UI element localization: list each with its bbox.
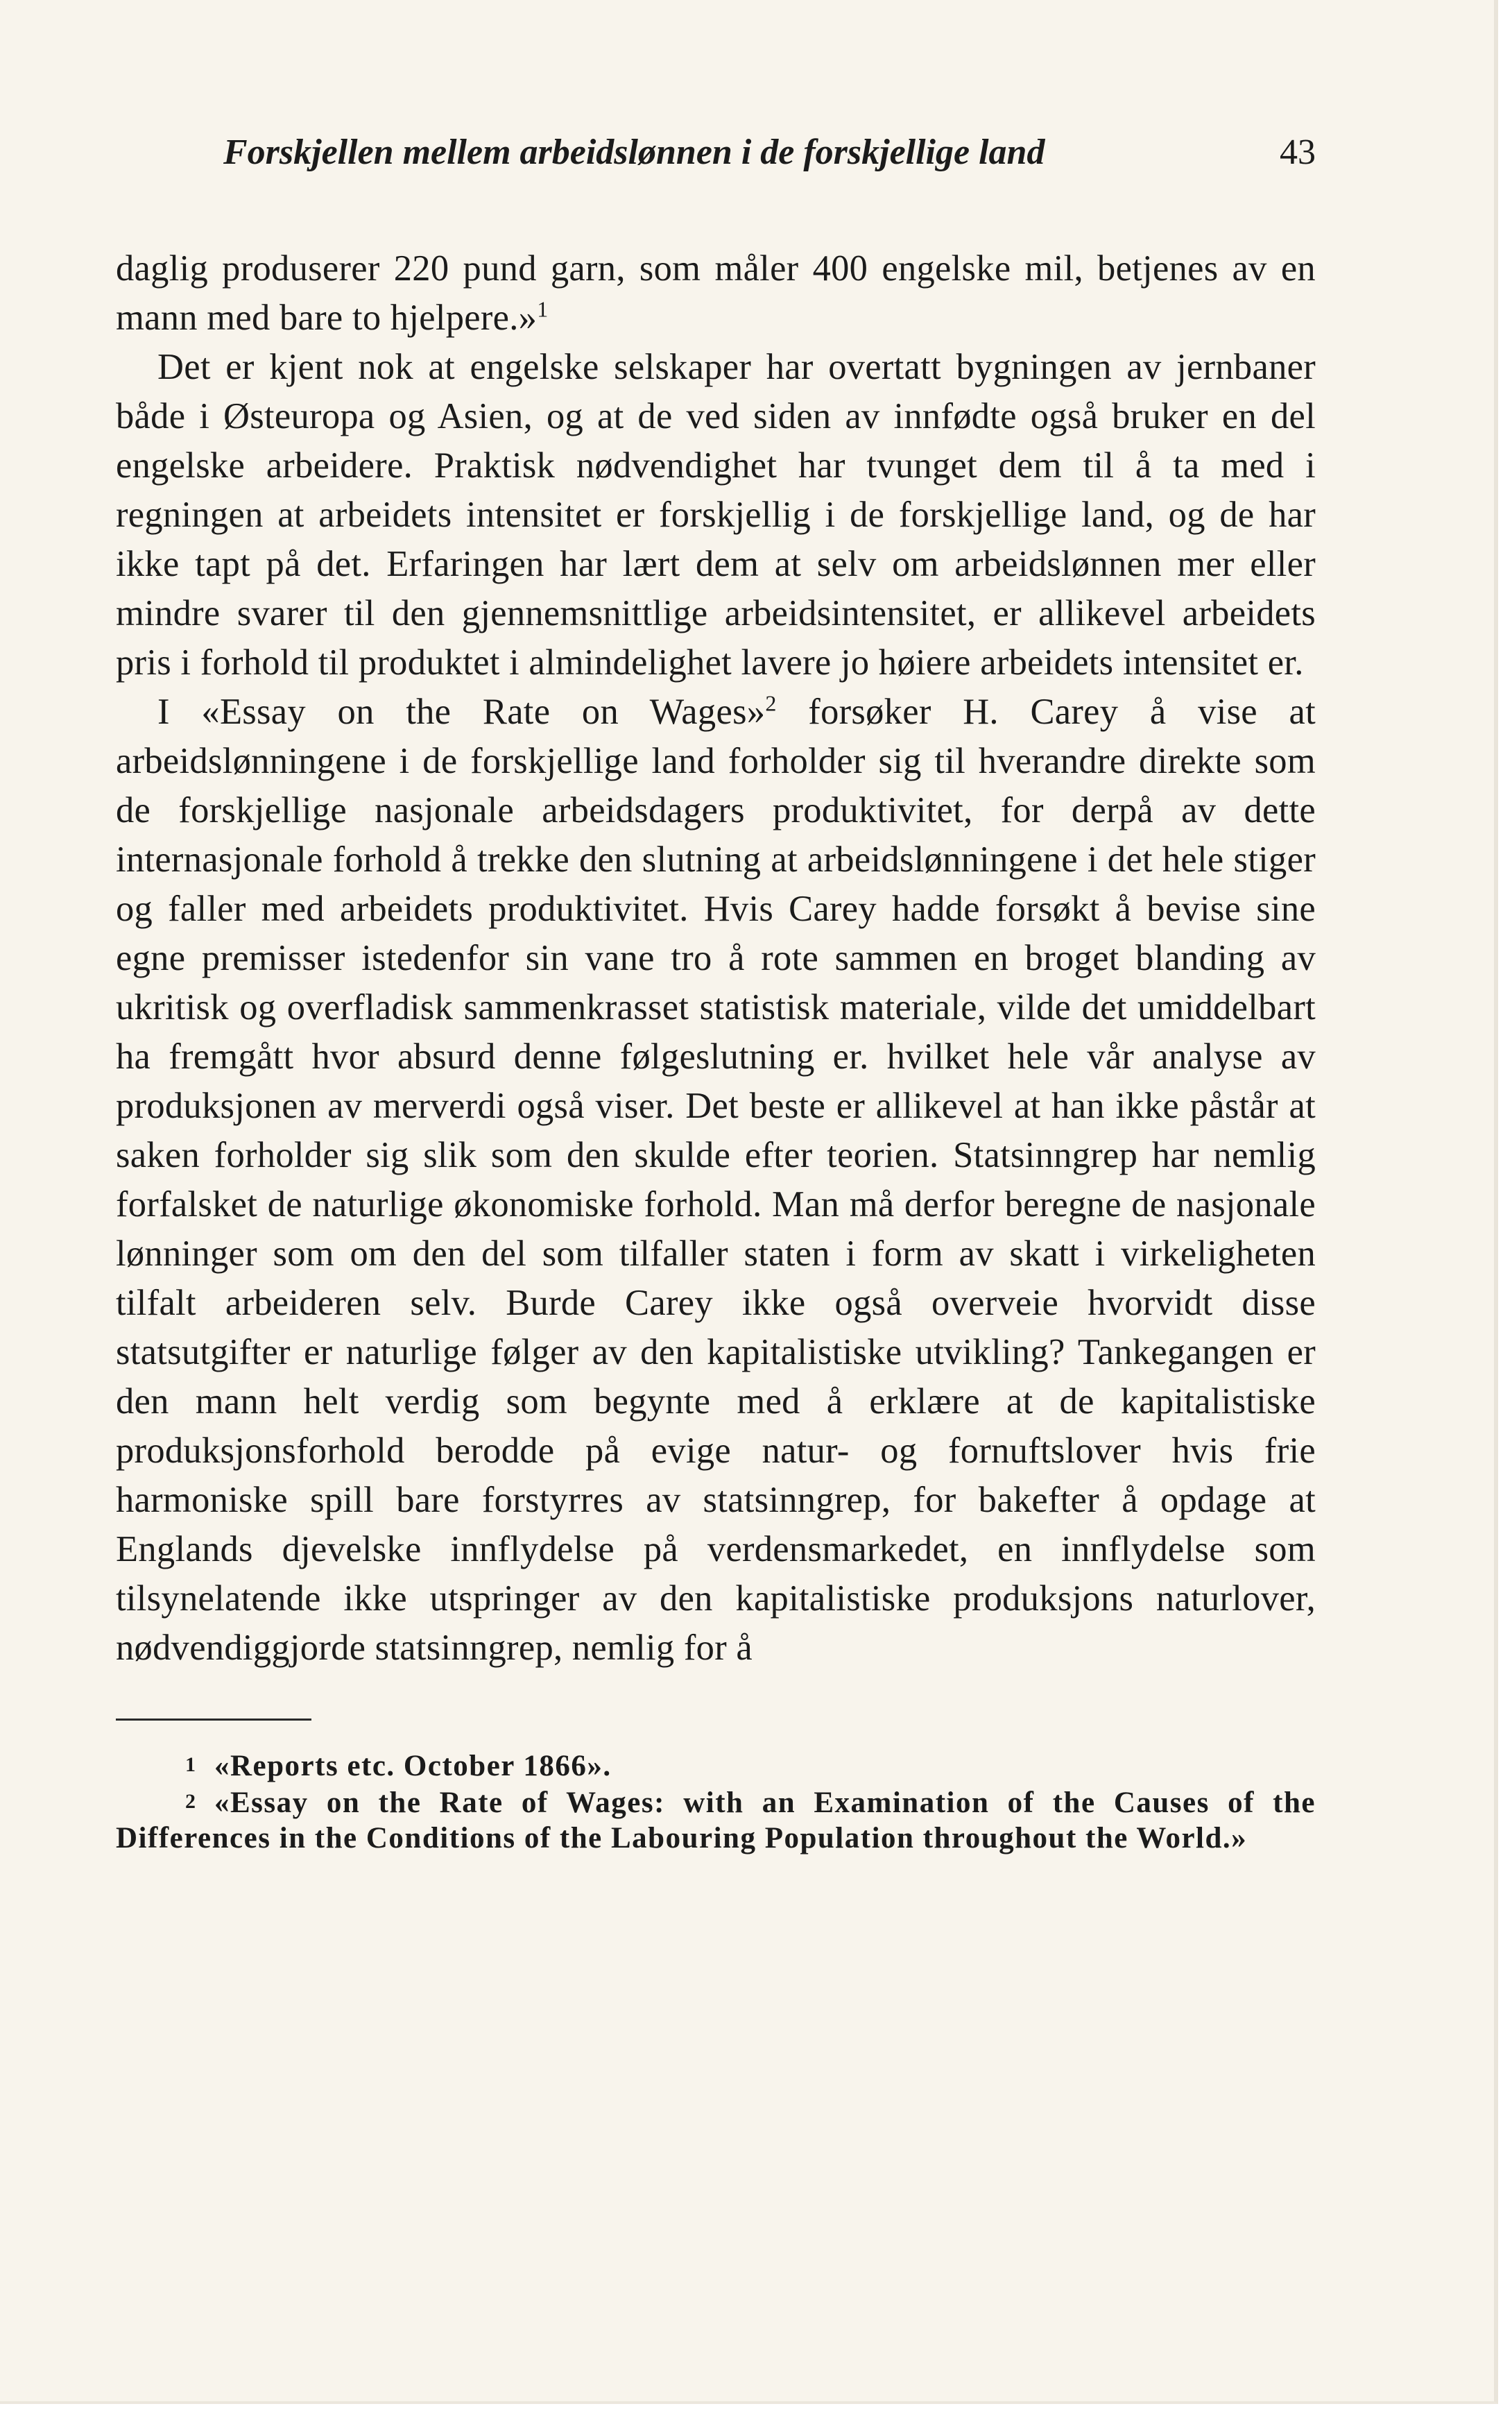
paragraph-continuation: [116, 244, 1316, 343]
footnote-number: 2: [185, 1790, 197, 1813]
paragraph-text: Det er kjent nok at engelske selskaper har overtatt bygningen av jernbaner både i Østeuropa og Asien, og at de ved siden av innfødte også bruker en del engelske arbeidere. Praktisk nødvendighet har tvunget dem til å ta med i regningen at arbeidets intensitet er forskjellig i de forskjellige land, og de har ikke tapt på det. Erfaringen har lært dem at selv om arbeidslønnen mer eller mindre svarer til den gjennemsnittlige arbeidsintensitet, er allikevel arbeidets pris i forhold til produktet i almindelighet lavere jo høiere arbeidets intensitet er.: [116, 347, 1316, 683]
paragraph-text: daglig produserer 220 pund garn, som måler 400 engelske mil, betjenes av en mann med bare to hjelpere.»: [116, 248, 1316, 338]
footnote-number: 1: [185, 1753, 197, 1776]
paragraph-text: I «Essay on the Rate on Wages»: [157, 692, 766, 732]
footnote-divider: [116, 1719, 311, 1721]
footnote-text: «Reports etc. October 1866».: [214, 1750, 612, 1782]
text-block: [116, 132, 1316, 1856]
footnote-2: [116, 1784, 1316, 1856]
body-text: [116, 244, 1316, 1673]
footnote-ref-2: 2: [765, 690, 777, 716]
paragraph-railways: [116, 343, 1316, 688]
footnotes: [116, 1747, 1316, 1856]
page-number: 43: [1280, 133, 1316, 172]
paragraph-text: forsøker H. Carey å vise at arbeidslønningene i de forskjellige land forholder sig til hverandre direkte som de forskjellige nasjonale arbeidsdagers produktivitet, for derpå av dette internasjonale forhold å trekke den slutning at arbeidslønningene i det hele stiger og faller med arbeidets produktivitet. Hvis Carey hadde forsøkt å bevise sine egne premisser istedenfor sin vane tro å rote sammen en broget blanding av ukritisk og overfladisk sammenkrasset statistisk materiale, vilde det umiddelbart ha fremgått hvor absurd denne følgeslutning er. hvilket hele vår analyse av produksjonen av merverdi også viser. Det beste er allikevel at han ikke påstår at saken forholder sig slik som den skulde efter teorien. Statsinngrep har nemlig forfalsket de naturlige økonomiske forhold. Man må derfor beregne de nasjonale lønninger som om den del som tilfaller staten i form av skatt i virkeligheten tilfalt arbeideren selv. Burde Carey ikke også overveie hvorvidt disse statsutgifter er naturlige følger av den kapitalistiske utvikling? Tankegangen er den mann helt verdig som begynte med å erklære at de kapitalistiske produksjonsforhold berodde på evige natur- og fornuftslover hvis frie harmoniske spill bare forstyrres av statsinngrep, for bakefter å opdage at Englands djevelske innflydelse på verdensmarkedet, en innflydelse som tilsynelatende ikke utspringer av den kapitalistiske produksjons naturlover, nødvendiggjorde statsinngrep, nemlig for å: [116, 692, 1316, 1668]
footnote-1: [116, 1747, 1316, 1784]
running-head-title: Forskjellen mellem arbeidslønnen i de forskjellige land: [223, 133, 1045, 172]
running-head: [116, 132, 1316, 180]
paragraph-carey: [116, 688, 1316, 1673]
footnote-ref-1: 1: [537, 296, 549, 322]
footnote-text: «Essay on the Rate of Wages: with an Examination of the Causes of the Differences in the Conditions of the Labouring Population throughout the World.»: [116, 1787, 1316, 1854]
